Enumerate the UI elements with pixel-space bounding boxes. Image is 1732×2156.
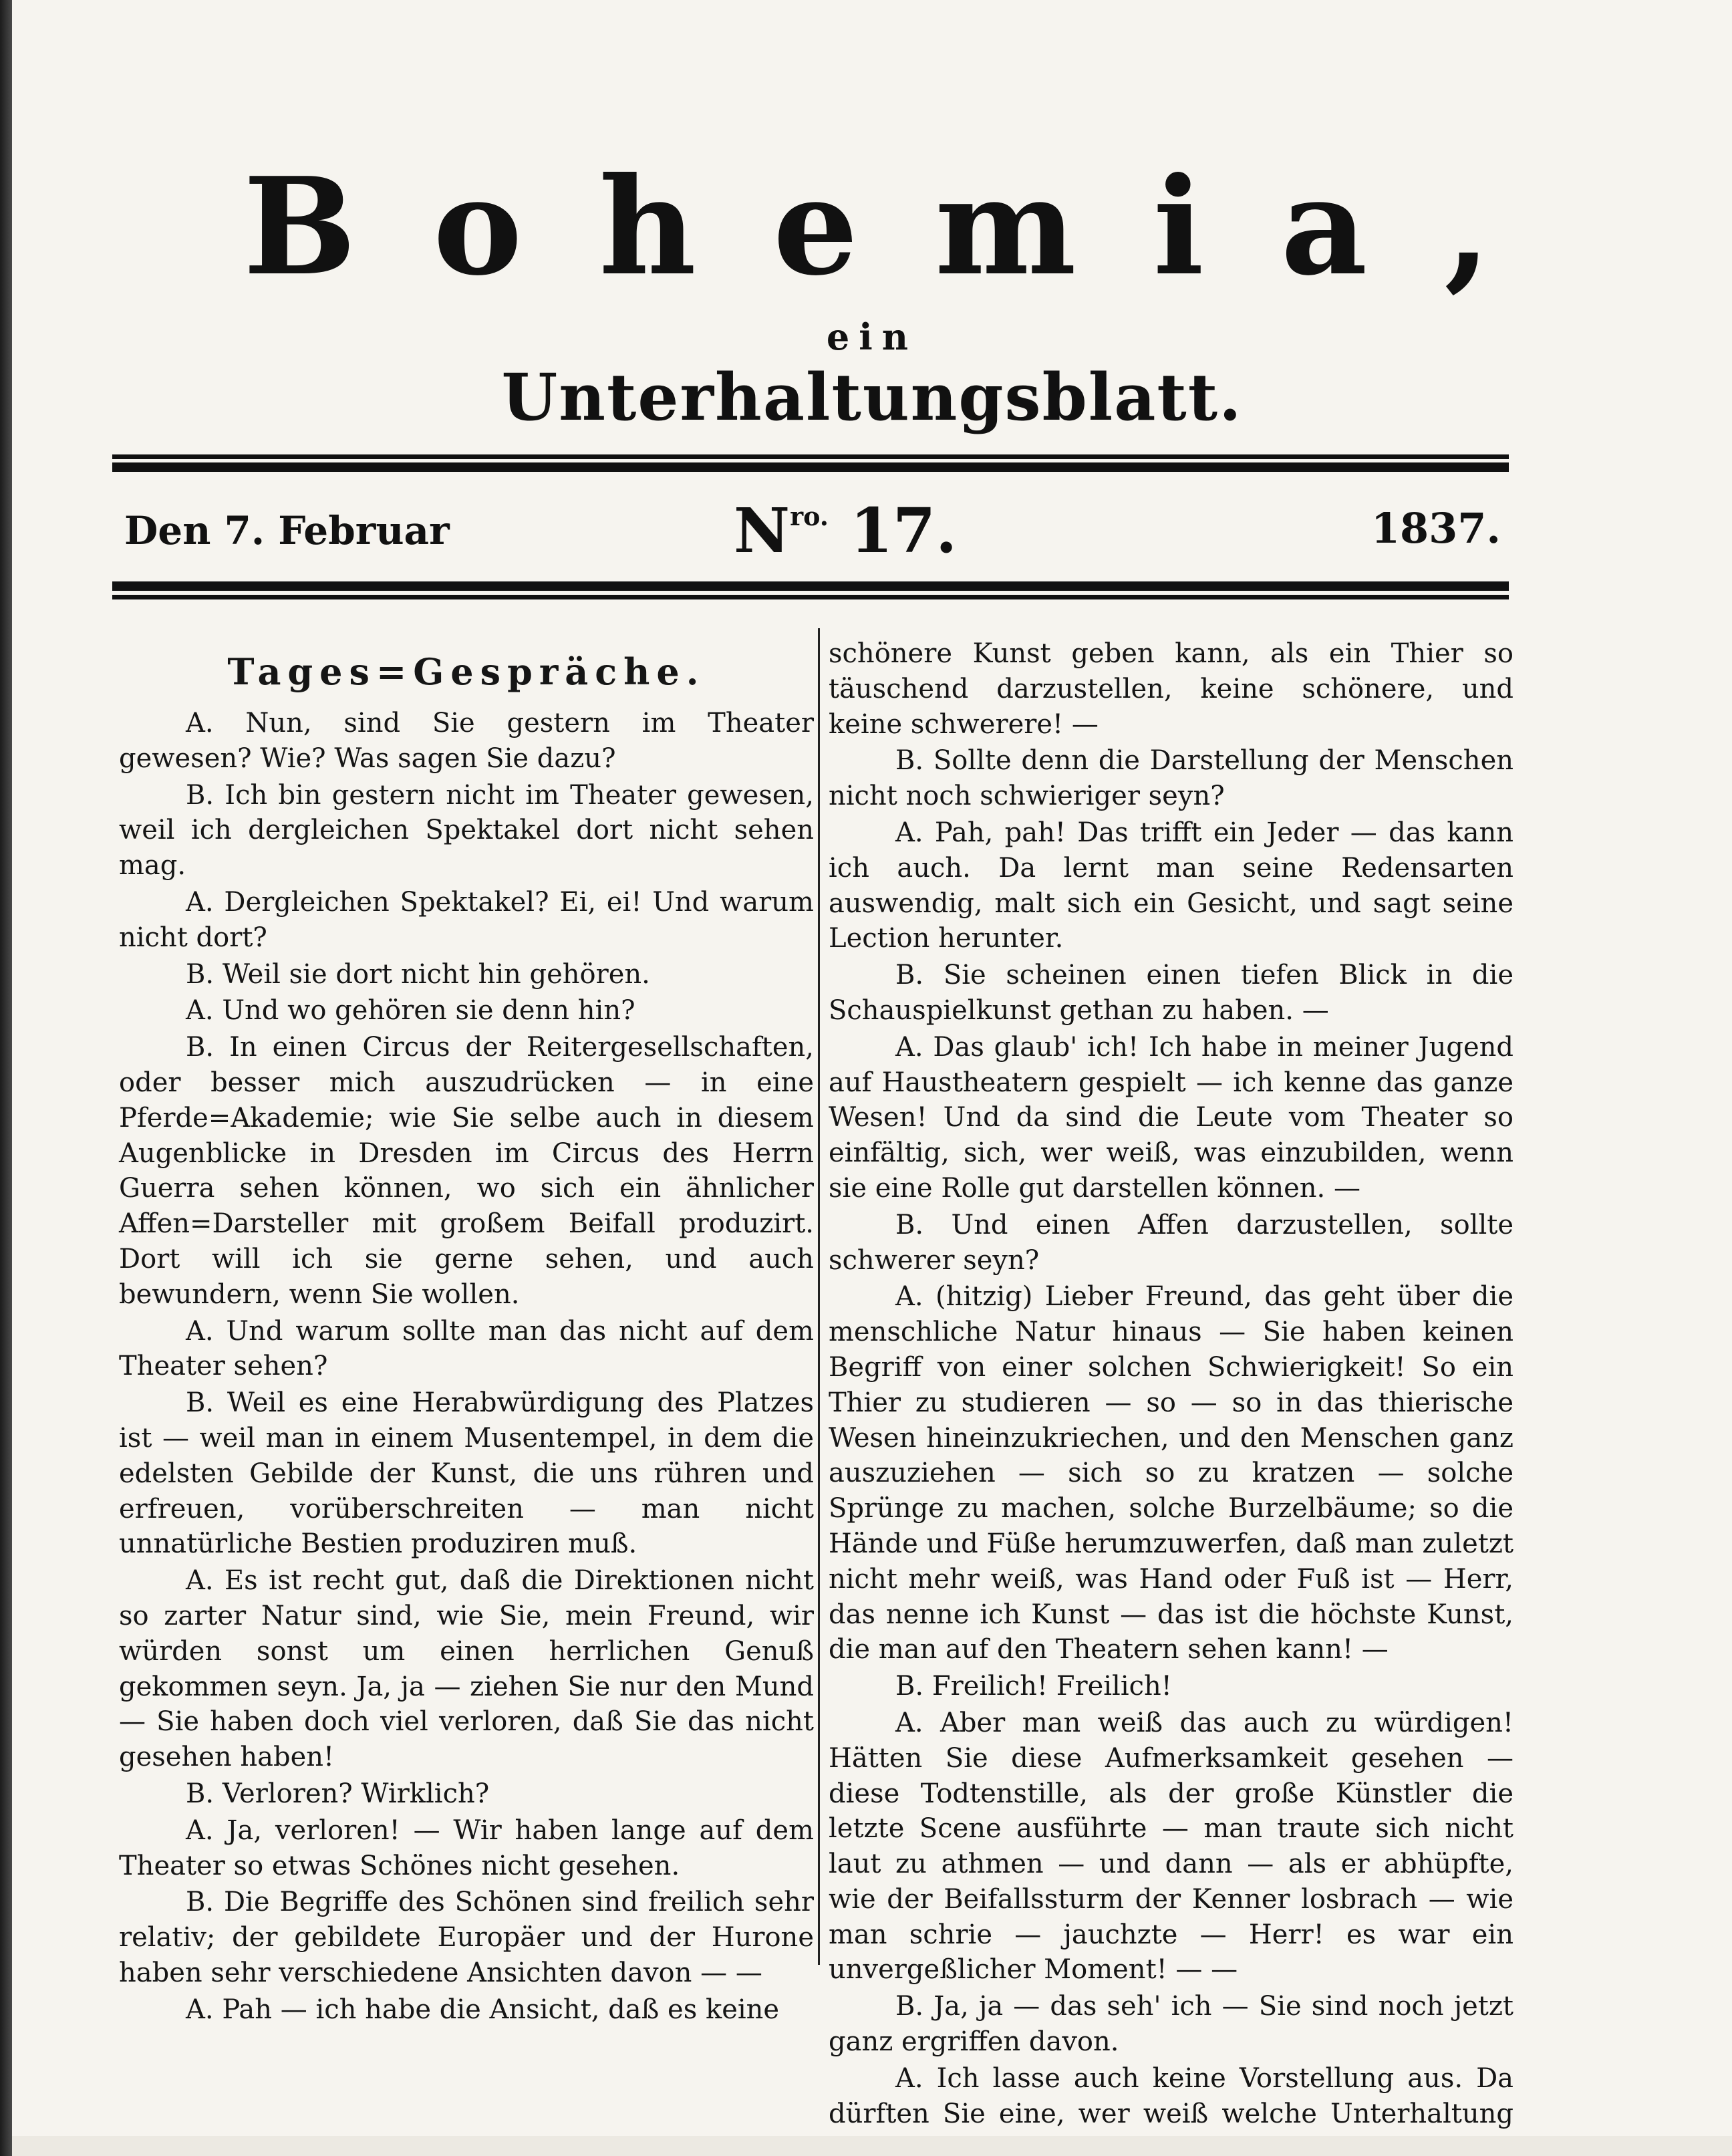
header-rule-bottom [112, 581, 1509, 604]
newspaper-page [12, 0, 1732, 2156]
dialogue-paragraph: A. Pah — ich habe die Ansicht, daß es keine [186, 1994, 780, 2025]
issue-year: 1837. [1370, 504, 1501, 553]
newspaper-title: Bohemia, [243, 148, 1568, 305]
continued-paragraph: schönere Kunst geben kann, als ein Thier so täuschend darzustellen, keine schönere, und keine schwerere! — [829, 638, 1513, 740]
dialogue-paragraph: B. Ich bin gestern nicht im Theater gewesen, weil ich dergleichen Spektakel dort nicht sehen mag. [119, 779, 814, 882]
dialogue-paragraph: B. In einen Circus der Reitergesellschaften, oder besser mich auszudrücken — in eine Pferde=Akademie; wie Sie selbe auch in diesem Augenblicke in Dresden im Circus des Herrn Guerra sehen können, wo sich ein ähnlicher Affen=Darsteller mit großem Beifall produzirt. Dort will ich sie gerne sehen, und auch bewundern, wenn Sie wollen. [119, 1032, 814, 1310]
dialogue-paragraph: B. Sie scheinen einen tiefen Blick in die Schauspielkunst gethan zu haben. — [829, 960, 1513, 1026]
dialogue-paragraph: B. Weil es eine Herabwürdigung des Platzes ist — weil man in einem Musentempel, in dem die edelsten Gebilde der Kunst, die uns rühren und erfreuen, vorüberschreiten — man nicht unnatürliche Bestien produziren muß. [119, 1387, 814, 1560]
dialogue-paragraph: B. Verloren? Wirklich? [186, 1778, 490, 1809]
dateline [112, 495, 1509, 568]
dialogue-paragraph: A. (hitzig) Lieber Freund, das geht über die menschliche Natur hinaus — Sie haben keinen Begriff von einer solchen Schwierigkeit! So ein Thier zu studieren — so — so in das thierische Wesen hineinzukriechen, und den Menschen ganz auszuziehen — sich so zu kratzen — solche Sprünge zu machen, solche Burzelbäume; so die Hände und Füße herumzuwerfen, daß man zuletzt nicht mehr weiß, was Hand oder Fuß ist — Herr, das nenne ich Kunst — das ist die höchste Kunst, die man auf den Theatern sehen kann! — [829, 1281, 1513, 1665]
article-title: Tages=Gespräche. [227, 650, 706, 693]
dialogue-paragraph: B. Ja, ja — das seh' ich — Sie sind noch jetzt ganz ergriffen davon. [829, 1991, 1513, 2058]
header-rule-top [112, 454, 1509, 477]
dialogue-paragraph: A. Und wo gehören sie denn hin? [186, 995, 635, 1027]
dialogue-paragraph: A. Aber man weiß das auch zu würdigen! Hätten Sie diese Aufmerksamkeit gesehen — diese Todtenstille, als der große Künstler die letzte Scene ausführte — man traute sich nicht laut zu athmen — und dann — als er abhüpfte, wie der Beifallssturm der Kenner losbrach — wie man schrie — jauchzte — Herr! es war ein unvergeßlicher Moment! — — [829, 1707, 1513, 1986]
dialogue-paragraph: A. Nun, sind Sie gestern im Theater gewesen? Wie? Was sagen Sie dazu? [119, 708, 814, 774]
dialogue-paragraph: A. Ich lasse auch keine Vorstellung aus. Da dürften Sie eine, wer weiß welche Unterhaltung [829, 2062, 1513, 2129]
masthead [12, 148, 1732, 435]
column-divider [818, 628, 820, 1965]
dialogue-paragraph: A. Pah, pah! Das trifft ein Jeder — das kann ich auch. Da lernt man seine Redensarten auswendig, malt sich ein Gesicht, und sagt seine Lection herunter. [829, 817, 1513, 954]
dialogue-paragraph: A. Und warum sollte man das nicht auf dem Theater sehen? [119, 1315, 814, 1382]
dialogue-paragraph: B. Weil sie dort nicht hin gehören. [186, 958, 650, 990]
issue-date: Den 7. Februar [124, 508, 450, 553]
dialogue-paragraph: B. Und einen Affen darzustellen, sollte schwerer seyn? [829, 1209, 1513, 1276]
newspaper-subtitle: Unterhaltungsblatt. [501, 360, 1243, 435]
left-column [119, 636, 814, 2028]
dialogue-paragraph: B. Die Begriffe des Schönen sind freilich sehr relativ; der gebildete Europäer und der Hurone haben sehr verschiedene Ansichten davon — — [119, 1887, 814, 1988]
issue-number-prefix: N [734, 495, 790, 567]
dialogue-paragraph: A. Es ist recht gut, daß die Direktionen nicht so zarter Natur sind, wie Sie, mein Freund, wir würden sonst um einen herrlichen Genuß gekommen seyn. Ja, ja — ziehen Sie nur den Mund — Sie haben doch viel verloren, daß Sie das nicht gesehen haben! [119, 1565, 814, 1773]
scan-edge-shadow [0, 0, 12, 2156]
issue-number-value: 17. [850, 495, 958, 567]
dialogue-paragraph: A. Das glaub' ich! Ich habe in meiner Jugend auf Haustheatern gespielt — ich kenne das ganze Wesen! Und da sind die Leute vom Theater so einfältig, sich, wer weiß, was einzubilden, wenn sie eine Rolle gut darstellen können. — [829, 1031, 1513, 1204]
page-bottom-edge [12, 2136, 1732, 2156]
right-column [829, 636, 1513, 2156]
dialogue-paragraph: B. Sollte denn die Darstellung der Menschen nicht noch schwieriger seyn? [829, 745, 1513, 812]
issue-number-sup: ro. [790, 501, 829, 531]
subtitle-article: ein [826, 315, 918, 358]
dialogue-paragraph: B. Freilich! Freilich! [895, 1671, 1172, 1702]
dialogue-paragraph: A. Ja, verloren! — Wir haben lange auf dem Theater so etwas Schönes nicht gesehen. [119, 1814, 814, 1881]
issue-number [734, 495, 957, 567]
dialogue-paragraph: A. Dergleichen Spektakel? Ei, ei! Und warum nicht dort? [119, 886, 814, 953]
